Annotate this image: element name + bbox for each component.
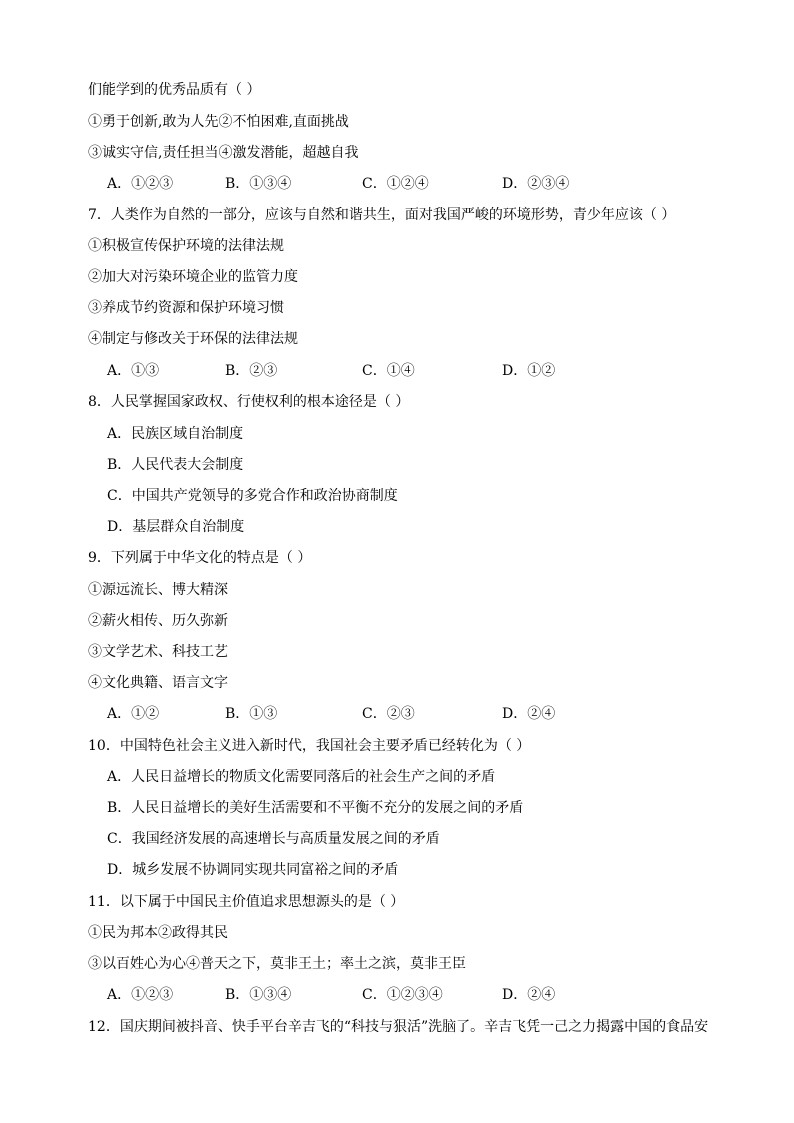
q7-item-1: ①积极宣传保护环境的法律法规 — [88, 238, 284, 254]
q8-option-a: A．民族区域自治制度 — [107, 426, 244, 442]
q11-option-c: C．①②③④ — [362, 987, 443, 1003]
q9-option-d: D．②④ — [502, 706, 556, 722]
q7-item-4: ④制定与修改关于环保的法律法规 — [88, 331, 298, 347]
q11-item-1-2: ①民为邦本②政得其民 — [88, 925, 228, 941]
q10-option-c: C．我国经济发展的高速增长与高质量发展之间的矛盾 — [107, 831, 440, 847]
q12-stem: 12．国庆期间被抖音、快手平台辛吉飞的“科技与狠活”洗脑了。辛吉飞凭一己之力揭露中国的食品安 — [88, 1019, 709, 1035]
q6-option-c: C．①②④ — [362, 176, 429, 192]
q9-option-c: C．②③ — [362, 706, 415, 722]
q10-option-a: A．人民日益增长的物质文化需要同落后的社会生产之间的矛盾 — [107, 769, 496, 785]
q9-stem: 9．下列属于中华文化的特点是（ ） — [88, 550, 312, 566]
q8-option-b: B．人民代表大会制度 — [107, 457, 244, 473]
q10-option-b: B．人民日益增长的美好生活需要和不平衡不充分的发展之间的矛盾 — [107, 800, 524, 816]
q9-item-4: ④文化典籍、语言文字 — [88, 675, 228, 691]
q10-stem: 10．中国特色社会主义进入新时代，我国社会主要矛盾已经转化为（ ） — [88, 738, 531, 754]
q11-option-a: A．①②③ — [107, 987, 174, 1003]
q7-item-2: ②加大对污染环境企业的监管力度 — [88, 269, 298, 285]
q6-option-b: B．①③④ — [225, 176, 292, 192]
q7-item-3: ③养成节约资源和保护环境习惯 — [88, 300, 284, 316]
q6-item-3-4: ③诚实守信,责任担当④激发潜能，超越自我 — [88, 145, 359, 161]
q11-option-b: B．①③④ — [225, 987, 292, 1003]
q6-item-1-2: ①勇于创新,敢为人先②不怕困难,直面挑战 — [88, 114, 349, 130]
q9-item-3: ③文学艺术、科技工艺 — [88, 644, 228, 660]
q8-stem: 8．人民掌握国家政权、行使权利的根本途径是（ ） — [88, 394, 410, 410]
q7-option-b: B．②③ — [225, 363, 278, 379]
q9-option-a: A．①② — [107, 706, 160, 722]
q11-option-d: D．②④ — [502, 987, 556, 1003]
q6-option-a: A．①②③ — [107, 176, 174, 192]
q7-option-c: C．①④ — [362, 363, 415, 379]
q8-option-c: C．中国共产党领导的多党合作和政治协商制度 — [107, 488, 398, 504]
q10-option-d: D．城乡发展不协调同实现共同富裕之间的矛盾 — [107, 862, 399, 878]
q7-option-d: D．①② — [502, 363, 556, 379]
q7-stem: 7．人类作为自然的一部分，应该与自然和谐共生，面对我国严峻的环境形势，青少年应该（ ） — [88, 207, 676, 223]
q6-stem-continuation: 们能学到的优秀品质有（ ） — [88, 82, 261, 98]
q9-item-2: ②薪火相传、历久弥新 — [88, 613, 228, 629]
q11-stem: 11．以下属于中国民主价值追求思想源头的是（ ） — [88, 894, 405, 910]
q8-option-d: D．基层群众自治制度 — [107, 519, 245, 535]
q11-item-3-4: ③以百姓心为心④普天之下，莫非王土；率土之滨，莫非王臣 — [88, 956, 466, 972]
q6-option-d: D．②③④ — [502, 176, 570, 192]
q9-option-b: B．①③ — [225, 706, 278, 722]
q7-option-a: A．①③ — [107, 363, 160, 379]
q9-item-1: ①源远流长、博大精深 — [88, 582, 228, 598]
